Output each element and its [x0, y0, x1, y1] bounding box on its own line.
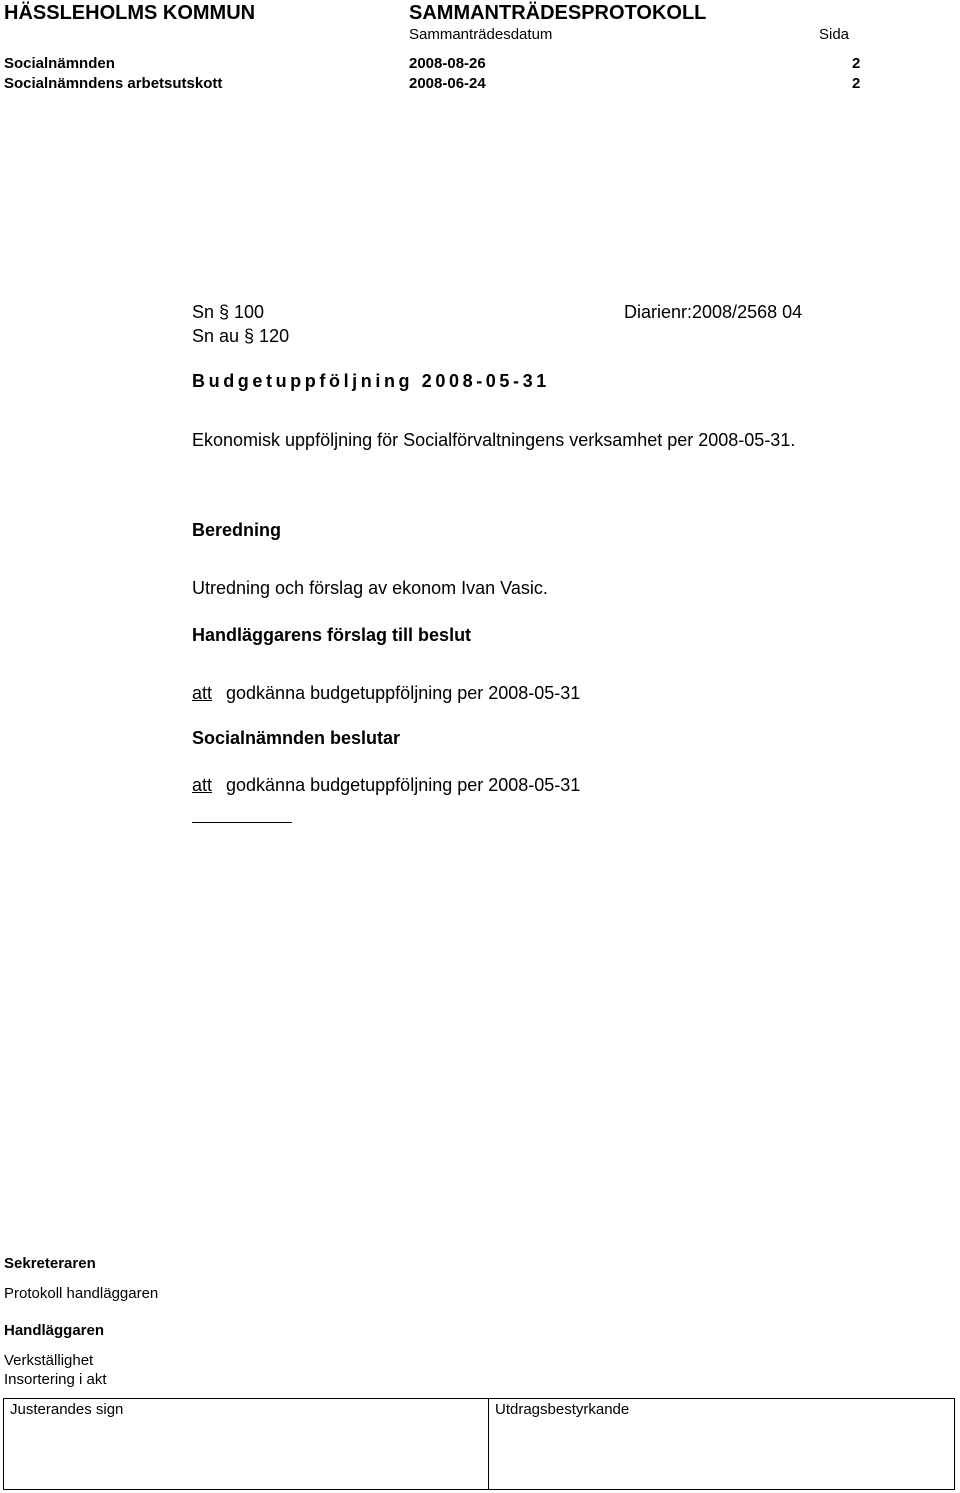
footer-case-officer: Handläggaren — [4, 1322, 105, 1339]
meeting-date-label: Sammanträdesdatum — [409, 26, 553, 43]
registration-number: Diarienr:2008/2568 04 — [624, 302, 803, 322]
proposal-text — [192, 683, 580, 704]
decision-body: godkänna budgetuppföljning per 2008-05-31 — [226, 775, 581, 795]
item-intro: Ekonomisk uppföljning för Socialförvaltningens verksamhet per 2008-05-31. — [192, 430, 796, 450]
header-body-name: Socialnämnden — [4, 55, 115, 72]
att-keyword: att — [192, 775, 213, 795]
decision-heading: Socialnämnden beslutar — [192, 728, 401, 748]
footer-execution: Verkställighet — [4, 1352, 94, 1369]
beredning-text: Utredning och förslag av ekonom Ivan Vasic. — [192, 578, 548, 598]
adjuster-signature-label: Justerandes sign — [10, 1401, 124, 1418]
page-label: Sida — [819, 26, 850, 43]
header-page-number: 2 — [852, 75, 861, 92]
att-keyword: att — [192, 683, 213, 703]
header-body-name: Socialnämndens arbetsutskott — [4, 75, 223, 92]
signature-box-divider — [488, 1398, 489, 1490]
document-type: SAMMANTRÄDESPROTOKOLL — [409, 2, 707, 24]
extract-certification-label: Utdragsbestyrkande — [495, 1401, 630, 1418]
footer-filing: Insortering i akt — [4, 1371, 107, 1388]
header-page-number: 2 — [852, 55, 861, 72]
header-meeting-date: 2008-08-26 — [409, 55, 486, 72]
beredning-heading: Beredning — [192, 520, 282, 540]
proposal-body: godkänna budgetuppföljning per 2008-05-31 — [226, 683, 581, 703]
header-meeting-date: 2008-06-24 — [409, 75, 486, 92]
footer-secretary: Sekreteraren — [4, 1255, 96, 1272]
organization-name: HÄSSLEHOLMS KOMMUN — [4, 2, 256, 24]
item-reference-sn-au: Sn au § 120 — [192, 326, 290, 346]
footer-protocol-officer: Protokoll handläggaren — [4, 1285, 159, 1302]
end-of-item-rule — [192, 822, 292, 823]
item-title: Budgetuppföljning 2008-05-31 — [192, 371, 550, 391]
proposal-heading: Handläggarens förslag till beslut — [192, 625, 472, 645]
decision-text — [192, 775, 580, 796]
signature-box — [3, 1398, 955, 1490]
item-reference-sn: Sn § 100 — [192, 302, 265, 322]
